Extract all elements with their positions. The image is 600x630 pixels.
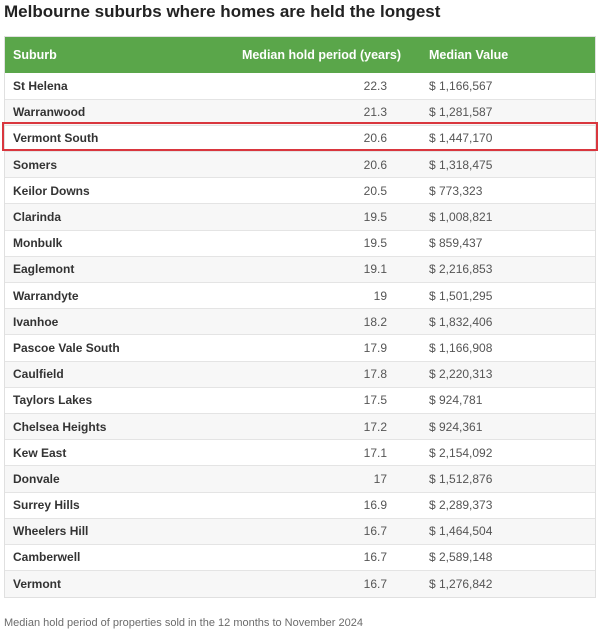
table-row [5, 466, 595, 492]
table-row [5, 571, 595, 597]
cell-hold-period: 17.8 [363, 367, 387, 382]
cell-suburb: Wheelers Hill [13, 524, 89, 539]
cell-suburb: Keilor Downs [13, 183, 90, 198]
cell-hold-period: 18.2 [363, 314, 387, 329]
cell-hold-period: 19 [373, 288, 387, 303]
cell-hold-period: 19.1 [363, 262, 387, 277]
table-row [5, 99, 595, 125]
cell-suburb: Monbulk [13, 236, 63, 251]
cell-hold-period: 17 [373, 471, 387, 486]
header-suburb[interactable]: Suburb [13, 48, 57, 62]
cell-suburb: St Helena [13, 78, 68, 93]
cell-median-value: $ 2,289,373 [429, 498, 493, 513]
table-row [5, 309, 595, 335]
cell-hold-period: 20.5 [363, 183, 387, 198]
cell-median-value: $ 773,323 [429, 183, 483, 198]
cell-suburb: Donvale [13, 471, 60, 486]
cell-median-value: $ 924,781 [429, 393, 483, 408]
cell-hold-period: 16.7 [363, 524, 387, 539]
cell-median-value: $ 1,501,295 [429, 288, 493, 303]
table-row [5, 492, 595, 518]
cell-suburb: Eaglemont [13, 262, 75, 277]
cell-suburb: Caulfield [13, 367, 64, 382]
cell-hold-period: 17.2 [363, 419, 387, 434]
cell-median-value: $ 1,464,504 [429, 524, 493, 539]
table-row [5, 413, 595, 439]
cell-median-value: $ 1,166,567 [429, 78, 493, 93]
table-row [5, 518, 595, 544]
table-row [5, 361, 595, 387]
cell-hold-period: 21.3 [363, 105, 387, 120]
cell-median-value: $ 1,832,406 [429, 314, 493, 329]
cell-hold-period: 17.5 [363, 393, 387, 408]
cell-hold-period: 16.7 [363, 550, 387, 565]
table-row [5, 440, 595, 466]
suburb-table [4, 36, 596, 598]
cell-median-value: $ 1,166,908 [429, 340, 493, 355]
cell-suburb: Surrey Hills [13, 498, 80, 513]
cell-suburb: Clarinda [13, 210, 62, 225]
cell-suburb: Camberwell [13, 550, 81, 565]
table-row [5, 204, 595, 230]
cell-suburb: Taylors Lakes [13, 393, 93, 408]
cell-suburb: Vermont South [13, 131, 99, 146]
table-row [5, 387, 595, 413]
table-row [5, 544, 595, 570]
cell-suburb: Ivanhoe [13, 314, 59, 329]
cell-suburb: Somers [13, 157, 58, 172]
header-median-value[interactable]: Median Value [429, 48, 509, 62]
cell-hold-period: 19.5 [363, 236, 387, 251]
table-header [5, 37, 595, 73]
table-row [5, 125, 595, 151]
cell-suburb: Kew East [13, 445, 67, 460]
cell-median-value: $ 1,447,170 [429, 131, 493, 146]
cell-median-value: $ 1,276,842 [429, 576, 493, 591]
cell-median-value: $ 924,361 [429, 419, 483, 434]
table-row [5, 335, 595, 361]
table-row [5, 152, 595, 178]
cell-median-value: $ 2,154,092 [429, 445, 493, 460]
data-table [5, 37, 595, 597]
cell-median-value: $ 2,216,853 [429, 262, 493, 277]
cell-median-value: $ 1,281,587 [429, 105, 493, 120]
header-row [5, 37, 595, 73]
cell-hold-period: 17.1 [363, 445, 387, 460]
cell-median-value: $ 1,318,475 [429, 157, 493, 172]
cell-median-value: $ 1,512,876 [429, 471, 493, 486]
cell-hold-period: 22.3 [363, 78, 387, 93]
cell-median-value: $ 1,008,821 [429, 210, 493, 225]
cell-hold-period: 16.9 [363, 498, 387, 513]
table-row [5, 230, 595, 256]
cell-median-value: $ 859,437 [429, 236, 483, 251]
cell-hold-period: 17.9 [363, 340, 387, 355]
cell-median-value: $ 2,220,313 [429, 367, 493, 382]
cell-hold-period: 19.5 [363, 210, 387, 225]
table-row [5, 178, 595, 204]
cell-hold-period: 20.6 [363, 131, 387, 146]
cell-hold-period: 20.6 [363, 157, 387, 172]
table-row [5, 256, 595, 282]
cell-median-value: $ 2,589,148 [429, 550, 493, 565]
cell-suburb: Pascoe Vale South [13, 340, 120, 355]
cell-hold-period: 16.7 [363, 576, 387, 591]
cell-suburb: Vermont [13, 576, 62, 591]
cell-suburb: Warranwood [13, 105, 86, 120]
page-title: Melbourne suburbs where homes are held the longest [4, 2, 441, 21]
table-caption: Median hold period of properties sold in the 12 months to November 2024 [4, 617, 363, 629]
cell-suburb: Chelsea Heights [13, 419, 107, 434]
table-row [5, 283, 595, 309]
cell-suburb: Warrandyte [13, 288, 79, 303]
table-body [5, 73, 595, 597]
header-hold-period[interactable]: Median hold period (years) [241, 48, 401, 62]
table-row [5, 73, 595, 99]
